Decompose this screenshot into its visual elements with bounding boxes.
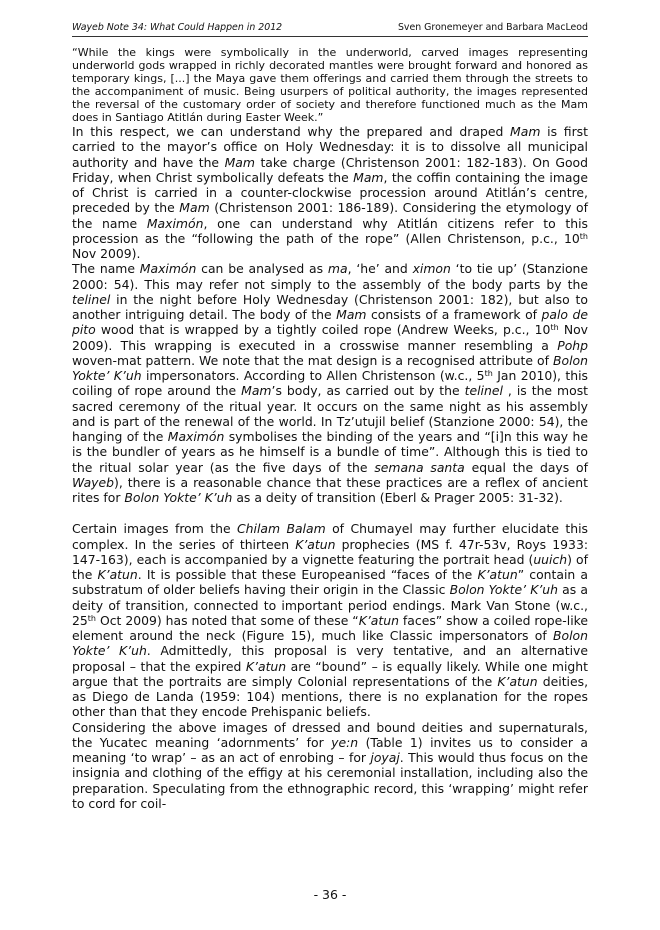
italic-term: telinel: [464, 383, 503, 399]
text-run: Nov 2009).: [72, 246, 141, 261]
text-run: Jan 2010), this coiling of rope around the: [72, 368, 589, 399]
italic-term: K’atun: [97, 567, 138, 582]
text-run: symbolises the binding of the years and “[i]n this way he is the bundler of years as he himself is a bundle of time”. Although this is tied to the ritual solar year (as the five days of the: [72, 429, 588, 475]
italic-term: K’atun: [358, 612, 399, 628]
page-body: [72, 46, 588, 811]
italic-term: Mam: [179, 200, 210, 216]
italic-term: Bolon Yokte’ K’uh: [449, 582, 559, 598]
text-run: In this respect, we can understand why the prepared and draped: [72, 124, 511, 139]
italic-term: Mam: [353, 169, 384, 185]
text-run: (Christenson 2001: 186-189). Considering the etymology of the name: [72, 200, 588, 231]
text-run: Nov 2009). This wrapping is executed in a crosswise manner resembling a: [72, 322, 589, 353]
paragraph-maximon-name: [72, 261, 588, 505]
italic-term: Mam: [336, 307, 367, 322]
italic-term: Bolon Yokte’ K’uh: [72, 628, 588, 659]
text-run: Certain images from the: [72, 521, 237, 537]
italic-term: semana santa: [374, 459, 465, 475]
text-run: is first carried to the mayor’s office on Holy Wednesday: it is to dissolve all municipal authority and have the: [72, 124, 588, 170]
text-run: , ‘he’ and: [347, 261, 413, 277]
italic-term: ximon: [412, 261, 451, 277]
italic-term: Maximón: [146, 215, 204, 231]
italic-term: Maximón: [139, 261, 197, 277]
italic-term: Mam: [224, 154, 255, 170]
italic-term: Maximón: [167, 429, 225, 444]
text-run: ) of the: [72, 551, 588, 582]
text-run: . This would thus focus on the insignia and clothing of the effigy at his ceremonial installation, including also the preparation. Speculating from the ethnographic record, this ‘wrapping’ might refer to cord for coil-: [72, 750, 588, 811]
page-number: - 36 -: [313, 887, 347, 902]
italic-term: ma: [327, 261, 348, 277]
text-run: in the night before Holy Wednesday (Christenson 2001: 182), but also to another intriguing detail. The body of the: [72, 291, 588, 322]
superscript: th: [87, 613, 96, 623]
text-run: can be analysed as: [196, 261, 328, 277]
paragraph-chilam-balam: [72, 521, 588, 719]
italic-term: Pohp: [557, 337, 588, 353]
text-run: are “bound” – is equally likely. While one might argue that the portraits are simply Colonial representations of the: [72, 658, 588, 689]
italic-term: Mam: [510, 124, 541, 139]
italic-term: ye:n: [331, 734, 359, 750]
block-quote: “While the kings were symbolically in the underworld, carved images representing underworld gods wrapped in richly decorated mantles were brought forward and honored as temporary kings, [...] the Maya gave them offerings and carried them through the streets to the accompaniment of music. Being usurpers of political authority, the images represented the reversal of the customary order of society and therefore functioned much as the Mam does in Santiago Atitlán during Easter Week.”: [72, 46, 588, 124]
text-run: as a deity of transition, connected to important period endings. Mark Van Stone (w.c., 25: [72, 582, 588, 628]
text-run: , one can understand why Atitlán citizens refer to this procession as the “following the path of the rope” (Allen Christenson, p.c., 10: [72, 215, 588, 246]
italic-term: telinel: [72, 291, 111, 307]
text-run: impersonators. According to Allen Christenson (w.c., 5: [141, 368, 485, 383]
italic-term: uuich: [533, 551, 568, 567]
text-run: ‘to tie up’ (Stanzione 2000: 54). This may refer not simply to the assembly of the body parts by the: [72, 261, 589, 292]
italic-term: Bolon Yokte’ K’uh: [72, 352, 588, 383]
text-run: of Chumayel may further elucidate this complex. In the series of thirteen: [72, 521, 588, 552]
italic-term: Chilam Balam: [237, 521, 326, 537]
text-run: as a deity of transition (Eberl & Prager 2005: 31-32).: [232, 490, 563, 505]
superscript: th: [579, 231, 588, 241]
superscript: th: [550, 323, 559, 333]
text-run: deities, as Diego de Landa (1959: 104) mentions, there is no explanation for the ropes other than that they encode Prehispanic beliefs.: [72, 673, 589, 720]
text-run: consists of a framework of: [366, 307, 542, 322]
paragraph-mam-procession: [72, 124, 588, 261]
running-header: [72, 22, 588, 36]
text-run: (Table 1) invites us to consider a meaning ‘to wrap’ – as an act of enrobing – for: [72, 734, 588, 765]
text-run: wood that is wrapped by a tightly coiled rope (Andrew Weeks, p.c., 10: [95, 322, 551, 338]
text-run: woven-mat pattern. We note that the mat design is a recognised attribute of: [72, 352, 554, 368]
header-title: Wayeb Note 34: What Could Happen in 2012: [72, 22, 283, 33]
italic-term: Mam: [241, 383, 272, 399]
text-run: . It is possible that these Europeanised “faces of the: [137, 567, 478, 582]
text-run: ’s body, as carried out by the: [271, 383, 465, 399]
text-run: Considering the above images of dressed and bound deities and supernaturals, the Yucatec meaning ‘adornments’ for: [72, 719, 588, 750]
text-run: Oct 2009) has noted that some of these “: [96, 612, 359, 628]
text-run: equal the days of: [464, 459, 588, 475]
text-run: ), there is a reasonable chance that these practices are a reflex of ancient rites for: [72, 474, 588, 505]
italic-term: K’atun: [477, 567, 518, 582]
italic-term: K’atun: [295, 536, 336, 552]
text-run: prophecies (MS f. 47r-53v, Roys 1933: 147-163), each is accompanied by a vignette featuring the portrait head (: [72, 536, 588, 567]
text-run: The name: [72, 261, 140, 277]
italic-term: Bolon Yokte’ K’uh: [124, 490, 233, 505]
text-run: ” contain a substratum of older beliefs having their origin in the Classic: [72, 567, 589, 598]
italic-term: palo de pito: [72, 307, 588, 338]
italic-term: Wayeb: [72, 474, 114, 490]
text-run: take charge (Christenson 2001: 182-183). On Good Friday, when Christ symbolically defeats the: [72, 154, 588, 185]
text-run: , the coffin containing the image of Christ is carried in a counter-clockwise procession around Atitlán’s centre, preceded by the: [72, 169, 588, 216]
text-run: , is the most sacred ceremony of the ritual year. It occurs on the same night as his assembly and is part of the renewal of the world. In Tz’utujil belief (Stanzione 2000: 54), the hanging of the: [72, 383, 589, 444]
header-authors: Sven Gronemeyer and Barbara MacLeod: [397, 22, 588, 33]
text-run: . Admittedly, this proposal is very tentative, and an alternative proposal – that the expired: [72, 643, 588, 674]
italic-term: K’atun: [497, 673, 538, 689]
paragraph-adornments: [72, 720, 588, 812]
paragraph-gap: [72, 505, 588, 521]
italic-term: joyaj: [370, 750, 400, 765]
italic-term: K’atun: [245, 658, 287, 674]
header-rule: [72, 36, 588, 37]
superscript: th: [484, 369, 493, 378]
text-run: faces” show a coiled rope-like element around the neck (Figure 15), much like Classic impersonators of: [72, 612, 588, 643]
